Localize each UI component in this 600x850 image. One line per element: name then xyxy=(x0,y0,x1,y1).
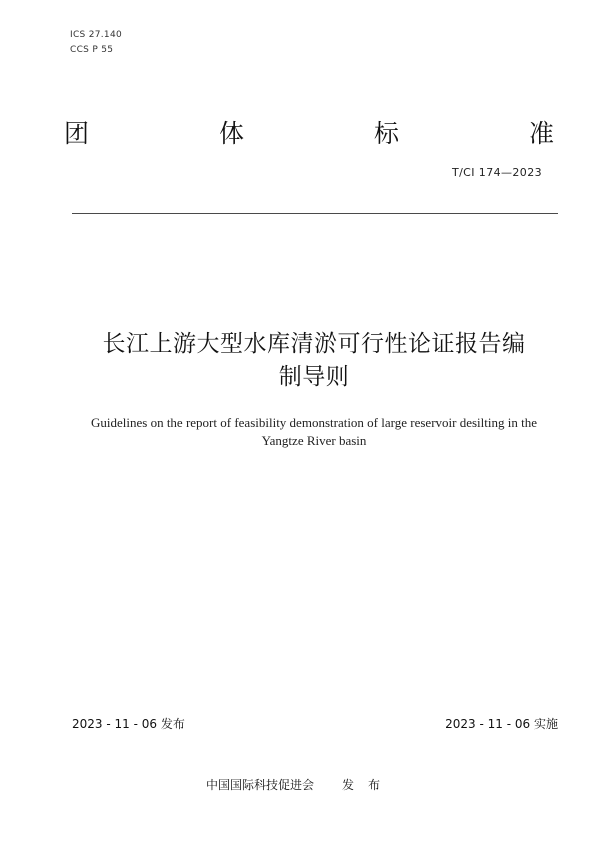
document-title-cn xyxy=(60,328,568,394)
issue-date: 2023 - 11 - 06 xyxy=(72,717,157,731)
standard-number: T/CI 174—2023 xyxy=(451,166,542,179)
standard-type-char: 准 xyxy=(528,119,554,148)
standard-type-char: 体 xyxy=(218,119,244,148)
publisher-action: 发布 xyxy=(342,778,395,792)
title-cn-line-1: 长江上游大型水库清淤可行性论证报告编 xyxy=(102,331,526,357)
effective-label: 实施 xyxy=(533,717,558,731)
publisher-name: 中国国际科技促进会 xyxy=(205,778,314,792)
effective-date-block xyxy=(445,715,558,732)
classification-codes xyxy=(70,28,122,58)
issue-date-block xyxy=(72,715,185,732)
ics-code: ICS 27.140 xyxy=(70,30,123,40)
ccs-code: CCS P 55 xyxy=(70,45,114,55)
title-en-line-1: Guidelines on the report of feasibility demonstration of large reservoir desilting in the xyxy=(91,415,537,430)
title-cn-line-2: 制导则 xyxy=(278,364,350,390)
publisher-line xyxy=(0,776,600,793)
standard-type-char: 标 xyxy=(373,119,399,148)
issue-label: 发布 xyxy=(160,717,185,731)
effective-date: 2023 - 11 - 06 xyxy=(445,717,531,731)
standard-type-heading xyxy=(64,114,554,150)
standard-type-char: 团 xyxy=(64,119,90,148)
header-divider xyxy=(72,213,558,214)
title-en-line-2: Yangtze River basin xyxy=(261,433,367,448)
document-title-en xyxy=(60,414,568,450)
